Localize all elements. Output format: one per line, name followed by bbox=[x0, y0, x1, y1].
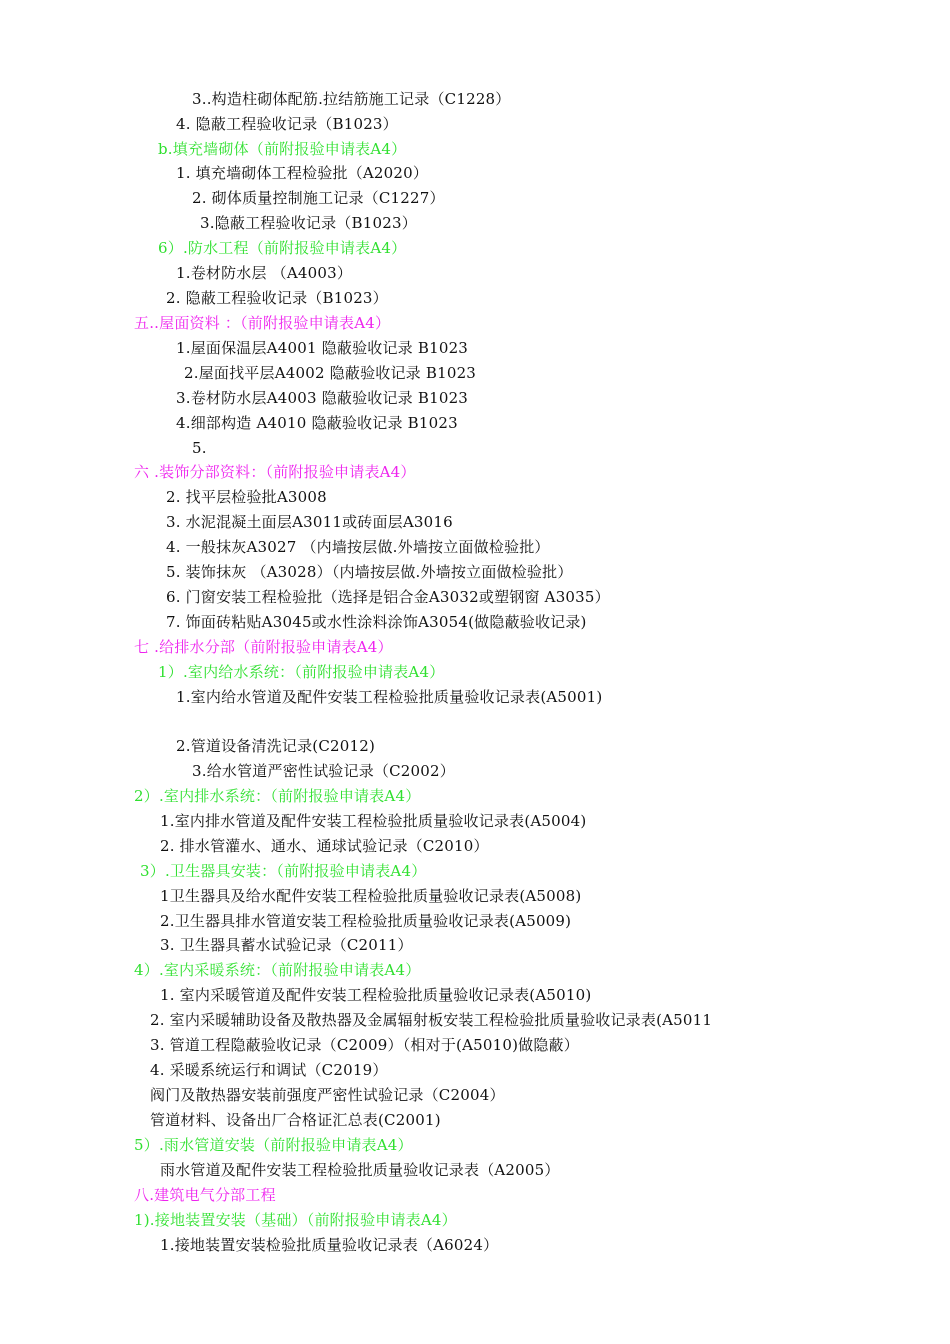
line-34: 3. 卫生器具蓄水试验记录（C2011） bbox=[160, 936, 413, 954]
line-38: 3. 管道工程隐蔽验收记录（C2009）（相对于(A5010)做隐蔽） bbox=[150, 1036, 579, 1054]
line-6: 3.隐蔽工程验收记录（B1023） bbox=[200, 214, 417, 232]
heading-plumbing: 七 .给排水分部（前附报验申请表A4） bbox=[134, 638, 393, 656]
line-8: 1.卷材防水层 （A4003） bbox=[176, 264, 353, 282]
heading-rainwater-pipes: 5）.雨水管道安装（前附报验申请表A4） bbox=[134, 1136, 413, 1154]
heading-indoor-heating: 4）.室内采暖系统：（前附报验申请表A4） bbox=[134, 961, 421, 979]
line-32: 1卫生器具及给水配件安装工程检验批质量验收记录表(A5008) bbox=[160, 887, 582, 905]
line-43: 雨水管道及配件安装工程检验批质量验收记录表（A2005） bbox=[160, 1161, 560, 1179]
line-20: 5. 装饰抹灰 （A3028）（内墙按层做.外墙按立面做检验批） bbox=[166, 563, 573, 581]
line-15: 5. bbox=[192, 439, 207, 457]
line-41: 管道材料、设备出厂合格证汇总表(C2001) bbox=[150, 1111, 441, 1129]
heading-decoration: 六 .装饰分部资料：（前附报验申请表A4） bbox=[134, 463, 416, 481]
line-25: 1.室内给水管道及配件安装工程检验批质量验收记录表(A5001) bbox=[176, 688, 603, 706]
line-21: 6. 门窗安装工程检验批（选择是铝合金A3032或塑钢窗 A3035） bbox=[166, 588, 610, 606]
heading-sanitary-fixtures: 3）.卫生器具安装：（前附报验申请表A4） bbox=[140, 862, 427, 880]
line-36: 1. 室内采暖管道及配件安装工程检验批质量验收记录表(A5010) bbox=[160, 986, 592, 1004]
line-17: 2. 找平层检验批A3008 bbox=[166, 488, 327, 506]
line-37: 2. 室内采暖辅助设备及散热器及金属辐射板安装工程检验批质量验收记录表(A5011 bbox=[150, 1011, 713, 1029]
heading-infill-wall: b.填充墙砌体（前附报验申请表A4） bbox=[158, 140, 407, 158]
line-4: 1. 填充墙砌体工程检验批（A2020） bbox=[176, 164, 429, 182]
line-13: 3.卷材防水层A4003 隐蔽验收记录 B1023 bbox=[176, 389, 469, 407]
line-5: 2. 砌体质量控制施工记录（C1227） bbox=[192, 189, 445, 207]
line-33: 2.卫生器具排水管道安装工程检验批质量验收记录表(A5009) bbox=[160, 912, 572, 930]
heading-waterproofing: 6）.防水工程（前附报验申请表A4） bbox=[158, 239, 407, 257]
line-1: 3..构造柱砌体配筋.拉结筋施工记录（C1228） bbox=[192, 90, 511, 108]
heading-roof: 五..屋面资料 ：（前附报验申请表A4） bbox=[134, 314, 391, 332]
line-22: 7. 饰面砖粘贴A3045或水性涂料涂饰A3054(做隐蔽验收记录) bbox=[166, 613, 587, 631]
line-40: 阀门及散热器安装前强度严密性试验记录（C2004） bbox=[150, 1086, 505, 1104]
heading-indoor-drainage: 2）.室内排水系统：（前附报验申请表A4） bbox=[134, 787, 421, 805]
line-14: 4.细部构造 A4010 隐蔽验收记录 B1023 bbox=[176, 414, 458, 432]
line-18: 3. 水泥混凝土面层A3011或砖面层A3016 bbox=[166, 513, 453, 531]
line-30: 2. 排水管灌水、通水、通球试验记录（C2010） bbox=[160, 837, 489, 855]
line-11: 1.屋面保温层A4001 隐蔽验收记录 B1023 bbox=[176, 339, 469, 357]
line-46: 1.接地装置安装检验批质量验收记录表（A6024） bbox=[160, 1236, 499, 1254]
line-39: 4. 采暖系统运行和调试（C2019） bbox=[150, 1061, 388, 1079]
line-29: 1.室内排水管道及配件安装工程检验批质量验收记录表(A5004) bbox=[160, 812, 587, 830]
heading-electrical: 八.建筑电气分部工程 bbox=[134, 1186, 276, 1204]
heading-indoor-water-supply: 1）.室内给水系统：（前附报验申请表A4） bbox=[158, 663, 445, 681]
line-12: 2.屋面找平层A4002 隐蔽验收记录 B1023 bbox=[184, 364, 477, 382]
line-2: 4. 隐蔽工程验收记录（B1023） bbox=[176, 115, 398, 133]
line-26: 2.管道设备清洗记录(C2012) bbox=[176, 737, 376, 755]
heading-grounding: 1).接地装置安装（基础）（前附报验申请表A4） bbox=[134, 1211, 457, 1229]
line-19: 4. 一般抹灰A3027 （内墙按层做.外墙按立面做检验批） bbox=[166, 538, 550, 556]
line-27: 3.给水管道严密性试验记录（C2002） bbox=[192, 762, 455, 780]
line-9: 2. 隐蔽工程验收记录（B1023） bbox=[166, 289, 388, 307]
